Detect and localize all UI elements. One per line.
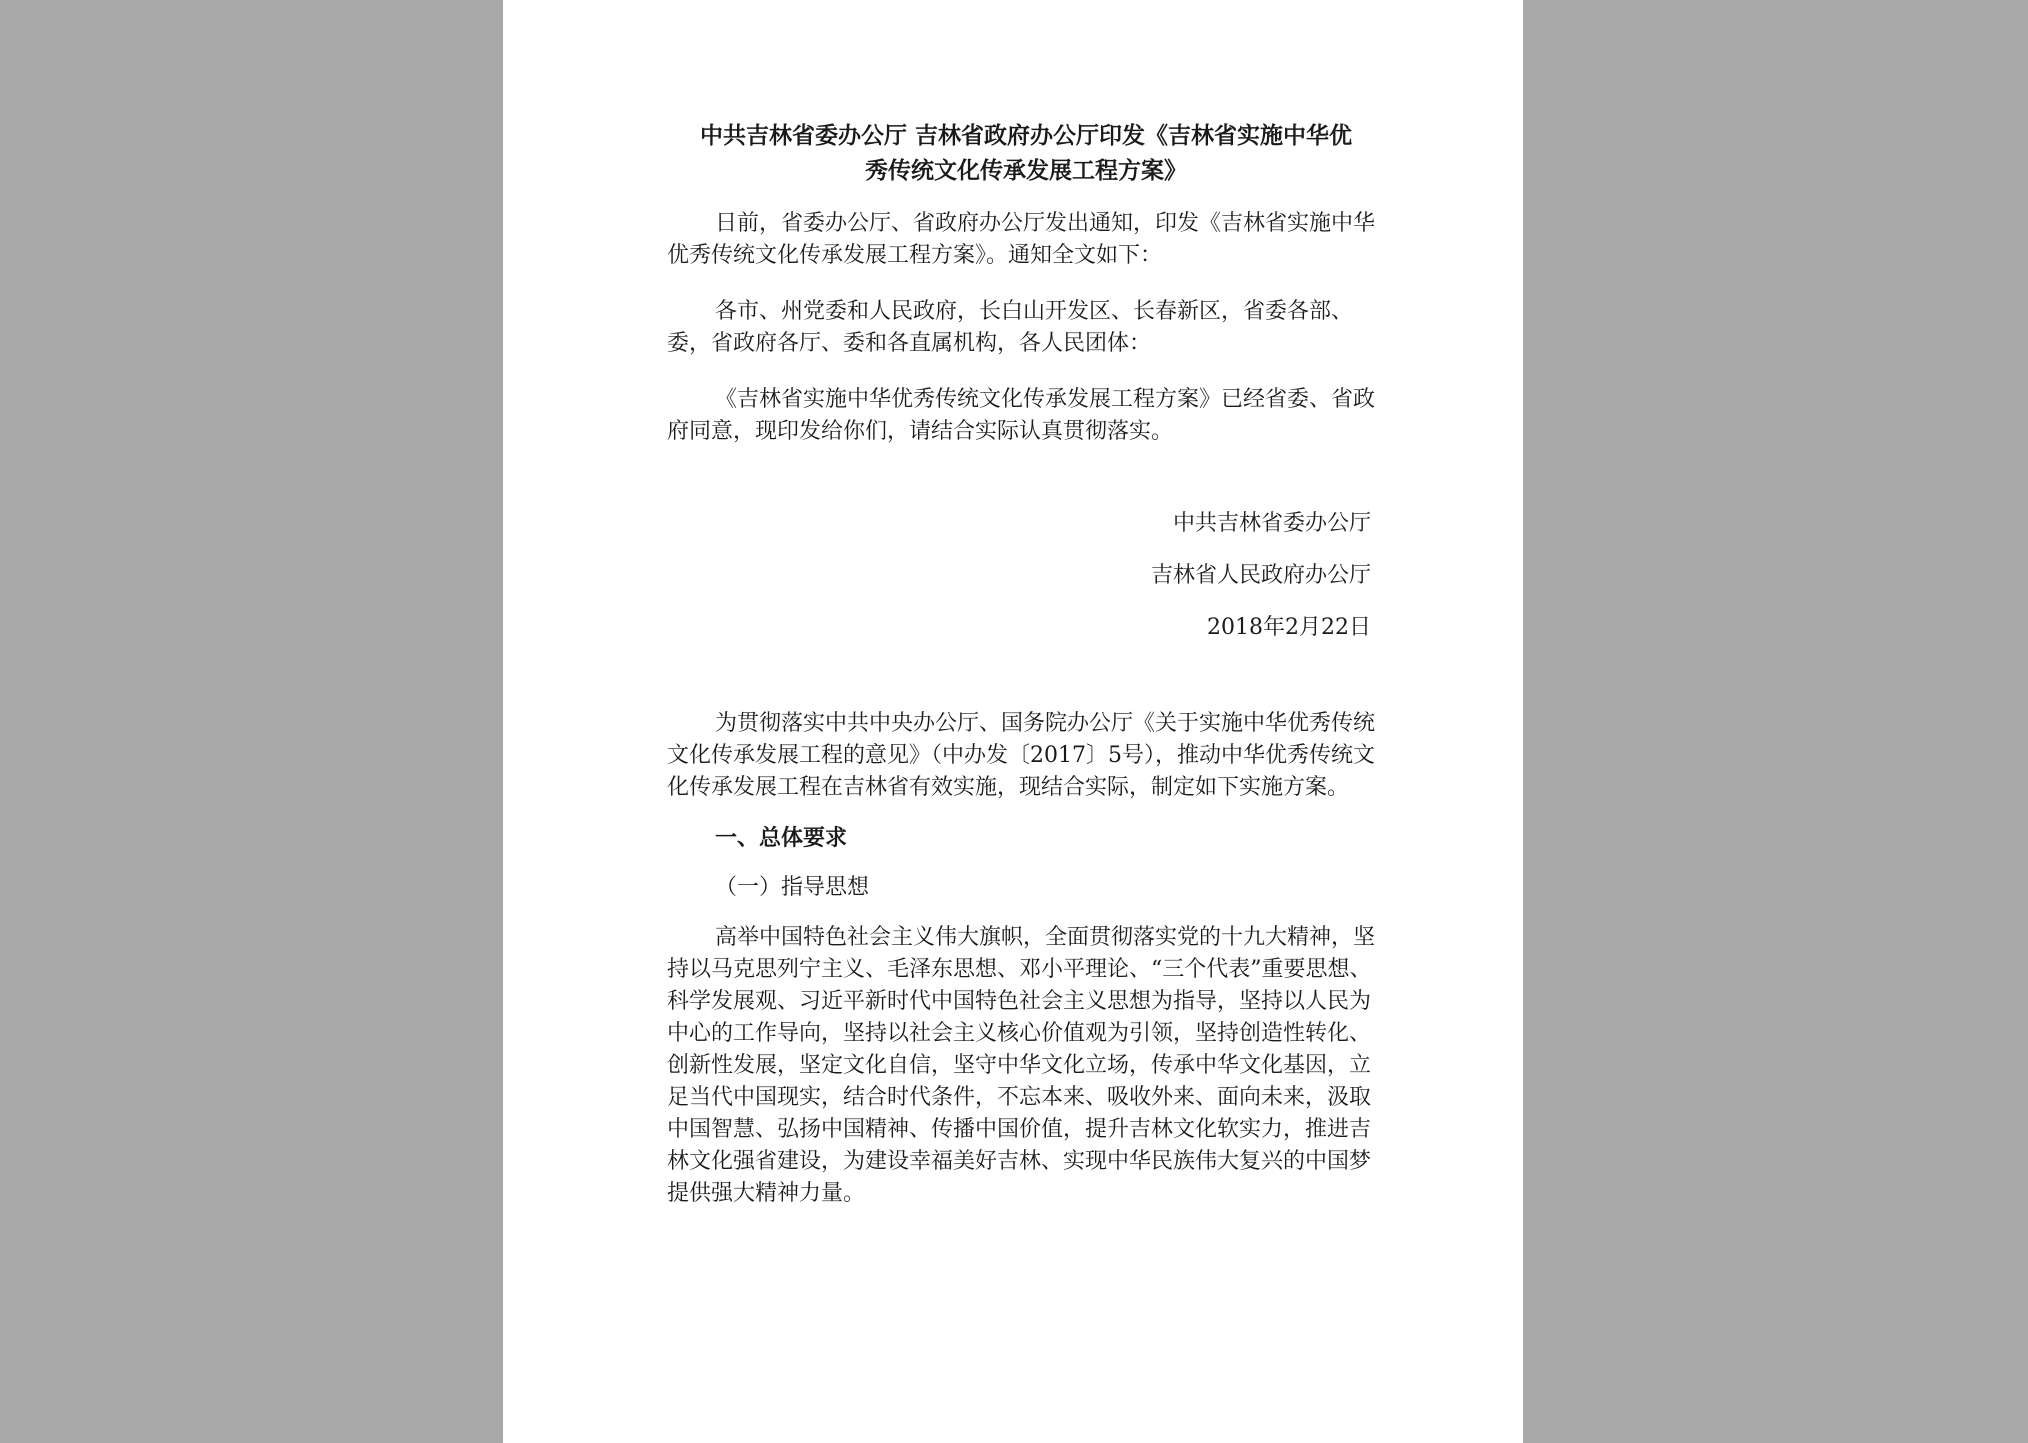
preamble-paragraph: 为贯彻落实中共中央办公厅、国务院办公厅《关于实施中华优秀传统文化传承发展工程的意见》（中办发〔2017〕5号），推动中华优秀传统文化传承发展工程在吉林省有效实施，现结合实际，制定如下实施方案。 [667,711,1376,800]
section-heading: 一、总体要求 [715,825,848,851]
subsection-heading: （一）指导思想 [715,875,870,900]
document-page [503,0,1523,1443]
title-line-1: 中共吉林省委办公厅 吉林省政府办公厅印发《吉林省实施中华优 [699,122,1352,149]
addressees-paragraph: 各市、州党委和人民政府，长白山开发区、长春新区，省委各部、委，省政府各厅、委和各直属机构，各人民团体： [667,299,1354,356]
document-title [667,118,1385,188]
signature-org-2: 吉林省人民政府办公厅 [1150,563,1371,588]
title-line-2: 秀传统文化传承发展工程方案》 [865,157,1187,184]
notice-paragraph: 《吉林省实施中华优秀传统文化传承发展工程方案》已经省委、省政府同意，现印发给你们，请结合实际认真贯彻落实。 [667,387,1376,444]
signature-date: 2018年2月22日 [1207,615,1371,640]
document-content [667,118,1385,1210]
guiding-paragraph: 高举中国特色社会主义伟大旗帜，全面贯彻落实党的十九大精神，坚持以马克思列宁主义、毛泽东思想、邓小平理论、“三个代表”重要思想、科学发展观、习近平新时代中国特色社会主义思想为指导，坚持以人民为中心的工作导向，坚持以社会主义核心价值观为引领，坚持创造性转化、创新性发展，坚定文化自信，坚守中华文化立场，传承中华文化基因，立足当代中国现实，结合时代条件，不忘本来、吸收外来、面向未来，汲取中国智慧、弘扬中国精神、传播中国价值，提升吉林文化软实力，推进吉林文化强省建设，为建设幸福美好吉林、实现中华民族伟大复兴的中国梦提供强大精神力量。 [667,925,1376,1206]
signature-org-1: 中共吉林省委办公厅 [1172,511,1371,536]
intro-paragraph: 日前，省委办公厅、省政府办公厅发出通知，印发《吉林省实施中华优秀传统文化传承发展工程方案》。通知全文如下： [667,211,1376,268]
